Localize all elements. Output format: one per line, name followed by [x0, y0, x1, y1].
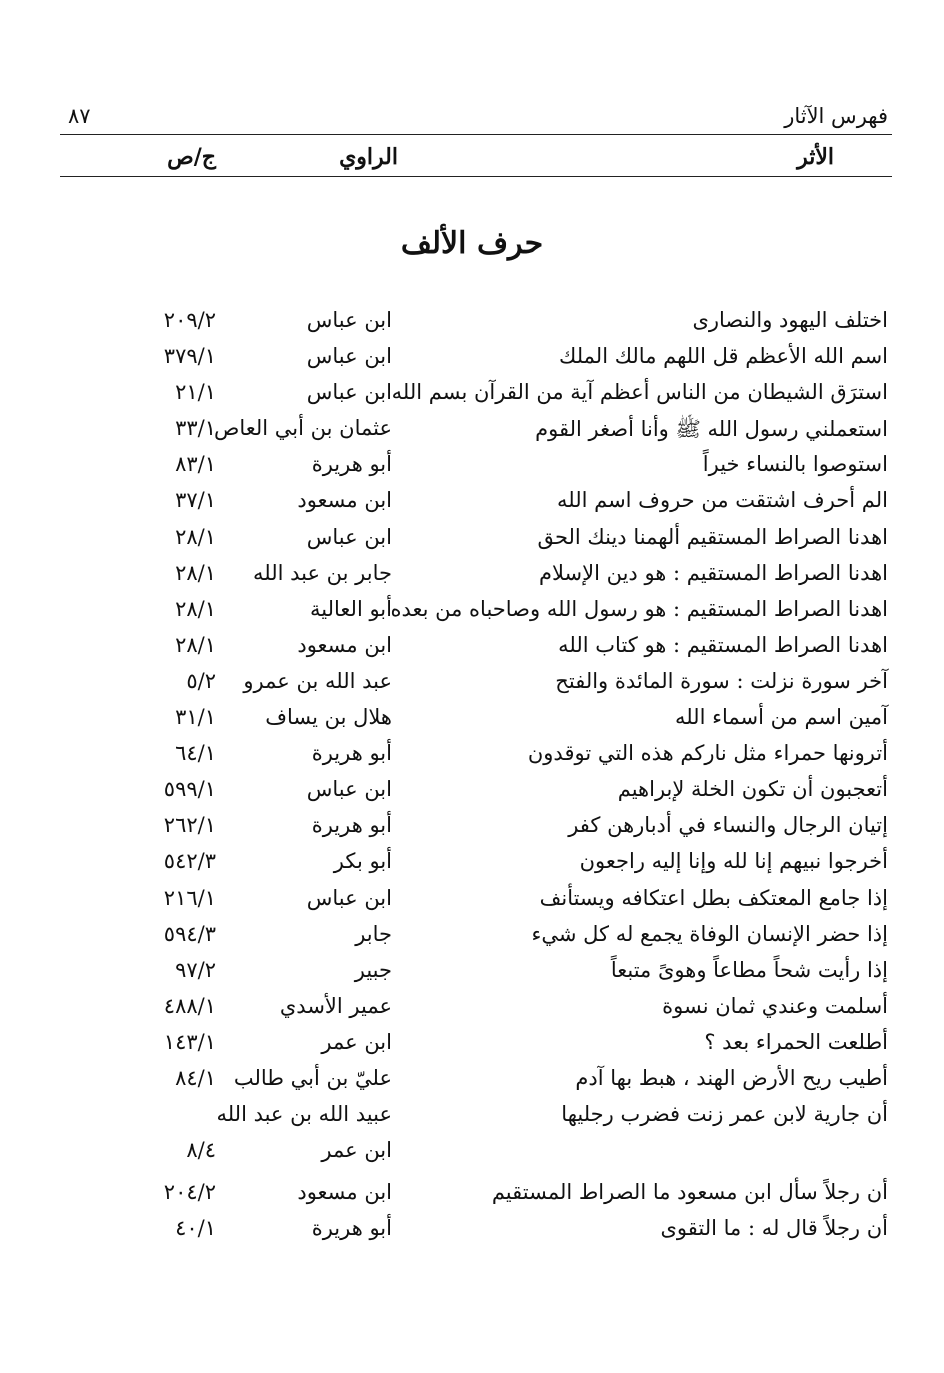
volume-page-ref: ٥٩٩/١ [163, 777, 216, 802]
index-row [60, 811, 892, 847]
athar-text: إتيان الرجال والنساء في أدبارهن كفر [568, 813, 888, 838]
narrator-name: ابن عباس [306, 777, 392, 802]
index-row [60, 992, 892, 1028]
volume-page-ref: ٣١/١ [175, 705, 216, 730]
athar-text: أترونها حمراء مثل ناركم هذه التي توقدون [527, 741, 888, 766]
index-table [60, 306, 892, 1250]
athar-text: استعملني رسول الله ﷺ وأنا أصغر القوم [535, 417, 888, 442]
athar-text: اختلف اليهود والنصارى [692, 308, 888, 332]
narrator-name: ابن مسعود [297, 632, 392, 657]
volume-page-ref: ٨٣/١ [175, 452, 216, 477]
column-header-row [60, 136, 892, 177]
index-row [60, 920, 892, 956]
index-row [60, 1100, 892, 1136]
index-row [60, 559, 892, 595]
volume-page-ref: ٣٧/١ [175, 488, 216, 513]
narrator-name: جابر بن عبد الله [252, 560, 392, 585]
athar-text: أن رجلاً سأل ابن مسعود ما الصراط المستقيم [491, 1180, 888, 1205]
athar-text: الم أحرف اشتقت من حروف اسم الله [556, 488, 888, 513]
narrator-name: أبو هريرة [311, 1216, 392, 1241]
athar-text: آمين اسم من أسماء الله [674, 705, 888, 730]
athar-text: اهدنا الصراط المستقيم : هو رسول الله وصاحباه من بعده [390, 596, 888, 621]
narrator-name: عبد الله بن عمرو [243, 668, 392, 693]
narrator-name: عمير الأسدي [279, 993, 392, 1018]
narrator-name: عبيد الله بن عبد الله [216, 1102, 392, 1127]
narrator-name: ابن مسعود [297, 488, 392, 513]
athar-text: إذا حضر الإنسان الوفاة يجمع له كل شيء [531, 921, 888, 946]
athar-text: أطيب ريح الأرض الهند ، هبط بها آدم [575, 1065, 888, 1090]
narrator-name: ابن عباس [306, 885, 392, 910]
volume-page-ref: ٣٧٩/١ [163, 344, 216, 369]
volume-page-ref: ٢١٦/١ [163, 885, 216, 910]
index-row [60, 847, 892, 883]
narrator-name: ابن عباس [306, 380, 392, 405]
index-row [60, 667, 892, 703]
index-row [60, 378, 892, 414]
narrator-name: أبو بكر [333, 849, 392, 874]
narrator-name: ابن مسعود [297, 1180, 392, 1205]
volume-page-ref: ٢٨/١ [175, 524, 216, 549]
index-row [60, 884, 892, 920]
index-row [60, 595, 892, 631]
section-title: حرف الألف [400, 226, 544, 261]
column-header-rawi: الراوي [339, 144, 398, 170]
narrator-name: أبو العالية [310, 596, 392, 621]
athar-text: اسم الله الأعظم قل اللهم مالك الملك [559, 344, 888, 369]
narrator-name: أبو هريرة [311, 813, 392, 838]
athar-text: اهدنا الصراط المستقيم : هو كتاب الله [558, 632, 888, 657]
index-row [60, 956, 892, 992]
volume-page-ref: ٢٠٤/٢ [163, 1180, 216, 1205]
index-row [60, 342, 892, 378]
index-row [60, 414, 892, 450]
athar-text: اهدنا الصراط المستقيم ألهمنا دينك الحق [537, 524, 888, 549]
column-header-athar: الأثر [797, 144, 834, 170]
volume-page-ref: ٢٦٢/١ [163, 813, 216, 838]
athar-text: إذا جامع المعتكف بطل اعتكافه ويستأنف [539, 885, 888, 910]
running-title: فهرس الآثار [784, 104, 888, 128]
volume-page-ref: ٩٧/٢ [175, 957, 216, 982]
volume-page-ref: ٥٩٤/٣ [163, 921, 216, 946]
page-number: ٨٧ [68, 104, 91, 128]
index-row [60, 1064, 892, 1100]
volume-page-ref: ٢١/١ [175, 380, 216, 405]
narrator-name: ابن عمر [321, 1138, 392, 1163]
narrator-name: أبو هريرة [311, 452, 392, 477]
index-row [60, 1136, 892, 1172]
index-row [60, 523, 892, 559]
volume-page-ref: ٢٨/١ [175, 596, 216, 621]
athar-text: إذا رأيت شحاً مطاعاً وهوىً متبعاً [610, 957, 888, 982]
volume-page-ref: ٣٣/١ [175, 416, 216, 441]
athar-text: اهدنا الصراط المستقيم : هو دين الإسلام [538, 560, 888, 585]
index-row [60, 450, 892, 486]
volume-page-ref: ٢٨/١ [175, 560, 216, 585]
volume-page-ref: ١٤٣/١ [163, 1029, 216, 1054]
index-row [60, 486, 892, 522]
athar-text: استرَق الشيطان من الناس أعظم آية من القرآن بسم الله [391, 380, 888, 405]
index-row [60, 775, 892, 811]
index-row [60, 1214, 892, 1250]
narrator-name: عثمان بن أبي العاص [213, 416, 392, 441]
volume-page-ref: ٨/٤ [186, 1138, 216, 1163]
narrator-name: عليّ بن أبي طالب [233, 1065, 392, 1090]
index-row [60, 631, 892, 667]
volume-page-ref: ٤٨٨/١ [163, 993, 216, 1018]
column-header-ref: ج/ص [167, 144, 216, 170]
athar-text: آخر سورة نزلت : سورة المائدة والفتح [555, 668, 888, 693]
volume-page-ref: ٦٤/١ [175, 741, 216, 766]
narrator-name: جبير [354, 957, 392, 982]
athar-text: استوصوا بالنساء خيراً [702, 452, 888, 477]
volume-page-ref: ٢٨/١ [175, 632, 216, 657]
athar-text: أطلعت الحمراء بعد ؟ [704, 1029, 888, 1054]
athar-text: أسلمت وعندي ثمان نسوة [662, 993, 888, 1018]
narrator-name: ابن عمر [321, 1029, 392, 1054]
index-row [60, 1028, 892, 1064]
athar-text: أتعجبون أن تكون الخلة لإبراهيم [617, 777, 888, 802]
index-row [60, 703, 892, 739]
narrator-name: ابن عباس [306, 344, 392, 369]
volume-page-ref: ٢٠٩/٢ [163, 308, 216, 332]
athar-text: أخرجوا نبيهم إنا لله وإنا إليه راجعون [579, 849, 888, 874]
volume-page-ref: ٥٤٢/٣ [163, 849, 216, 874]
index-row [60, 306, 892, 342]
athar-text: أن جارية لابن عمر زنت فضرب رجليها [561, 1102, 888, 1127]
narrator-name: هلال بن يساف [265, 705, 392, 730]
narrator-name: جابر [355, 921, 392, 946]
narrator-name: أبو هريرة [311, 741, 392, 766]
narrator-name: ابن عباس [306, 524, 392, 549]
index-row [60, 739, 892, 775]
index-row [60, 1178, 892, 1214]
running-header [60, 100, 892, 135]
narrator-name: ابن عباس [306, 308, 392, 332]
athar-text: أن رجلاً قال له : ما التقوى [660, 1216, 888, 1241]
volume-page-ref: ٨٤/١ [175, 1065, 216, 1090]
volume-page-ref: ٤٠/١ [175, 1216, 216, 1241]
volume-page-ref: ٥/٢ [186, 668, 216, 693]
